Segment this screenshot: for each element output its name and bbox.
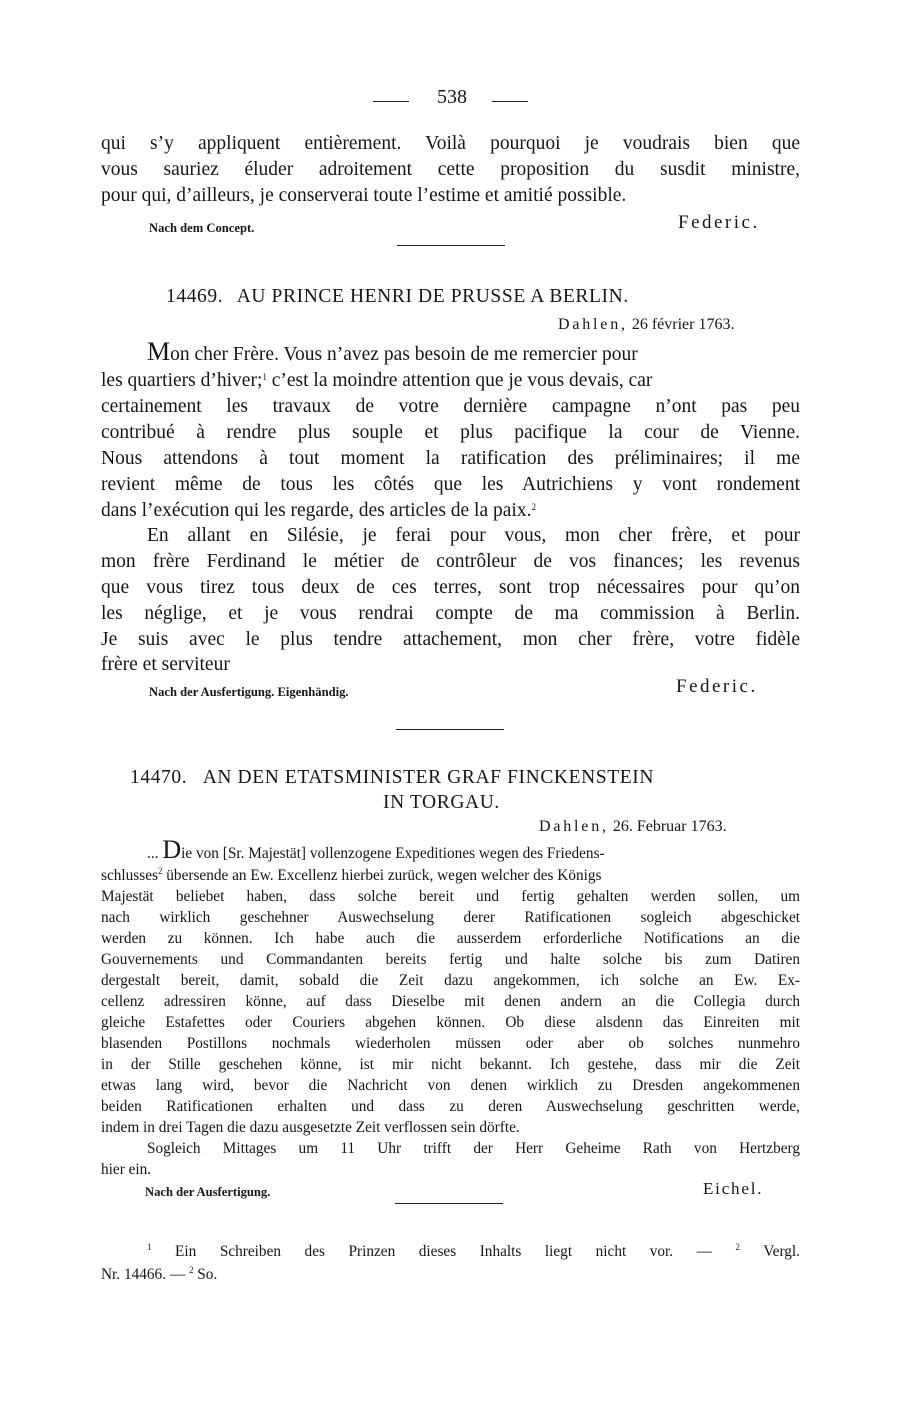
continuation-line-3: pour qui, d’ailleurs, je conserverai toute l’estime et amitié possible. <box>101 185 627 206</box>
letter-date: 26 février 1763. <box>631 316 735 333</box>
initial-letter: M <box>147 337 171 366</box>
body-line: En allant en Silésie, je ferai pour vous, mon cher frère, et pour <box>147 525 800 546</box>
footnote-ref: 2 <box>531 502 536 512</box>
body-line: ... Die von [Sr. Majestät] vollenzogene Expeditiones wegen des Friedens- <box>147 835 605 864</box>
body-line: revient même de tous les côtés que les Autrichiens y vont rondement <box>101 474 800 495</box>
body-line: werden zu können. Ich habe auch die ausserdem erforderliche Notifications an die <box>101 930 800 947</box>
body-line: les quartiers d’hiver;$^1$ c’est la moindre attention que je vous devais, car <box>101 370 653 391</box>
letter-date: 26. Februar 1763. <box>612 818 727 835</box>
body-line: que vous tirez tous deux de ces terres, sont trop nécessaires pour qu’on <box>101 577 800 598</box>
body-line: Gouvernements und Commandanten bereits fertig und halte solche bis zum Datiren <box>101 951 800 968</box>
section-divider <box>396 729 504 730</box>
body-line: nach wirklich geschehner Auswechselung derer Ratificationen sogleich abgeschicket <box>101 909 800 926</box>
body-line: beiden Ratificationen erhalten und dass zu deren Auswechselung geschritten werde, <box>101 1098 800 1115</box>
footnote-marker: 2 <box>735 1242 741 1252</box>
section-divider <box>397 245 505 246</box>
page-number-dash-right <box>492 101 528 102</box>
footnote-ref: 1 <box>262 372 267 382</box>
letter-number: 14469. <box>166 286 224 307</box>
letter-title: AU PRINCE HENRI DE PRUSSE A BERLIN. <box>236 286 629 307</box>
letter-number: 14470. <box>130 767 188 788</box>
footnote-marker: 2 <box>188 1265 194 1275</box>
section-divider <box>395 1203 503 1204</box>
page-number: 538 <box>437 86 467 108</box>
letter-place: Dahlen, <box>539 818 609 835</box>
page-number-dash-left <box>373 101 409 102</box>
body-line: mon frère Ferdinand le métier de contrôleur de vos finances; les revenus <box>101 551 800 572</box>
body-line: Nous attendons à tout moment la ratification des préliminaires; il me <box>101 448 800 469</box>
body-line: certainement les travaux de votre dernière campagne n’ont pas peu <box>101 396 800 417</box>
source-note: Nach der Ausfertigung. <box>145 1185 271 1199</box>
body-line: etwas lang wird, bevor die Nachricht von denen wirklich zu Dresden angekommenen <box>101 1077 800 1094</box>
body-line: dans l’exécution qui les regarde, des articles de la paix.$^2$ <box>101 500 536 521</box>
source-note: Nach dem Concept. <box>149 221 255 235</box>
signature: Federic. <box>678 212 760 233</box>
letter-title: AN DEN ETATSMINISTER GRAF FINCKENSTEIN <box>202 767 655 788</box>
body-line: indem in drei Tagen die dazu ausgesetzte Zeit verflossen sein dörfte. <box>101 1119 520 1136</box>
body-line: frère et serviteur <box>101 654 230 675</box>
body-line: blasenden Postillons nochmals wiederholen müssen oder aber ob solches nunmehro <box>101 1035 800 1052</box>
body-line: schlusses$^2$ übersende an Ew. Excellenz hierbei zurück, wegen welcher des Königs <box>101 866 602 884</box>
signature: Federic. <box>676 676 758 697</box>
letter-heading <box>130 767 654 789</box>
body-line: dergestalt bereit, damit, sobald die Zeit dazu angekommen, ich solche an Ew. Ex- <box>101 972 800 989</box>
footnote-marker: 1 <box>147 1242 152 1252</box>
body-line: gleiche Estafettes oder Couriers abgehen können. Ob diese alsdenn das Einreiten mit <box>101 1014 800 1031</box>
body-line: in der Stille geschehen könne, ist mir nicht bekannt. Ich gestehe, dass mir die Zeit <box>101 1056 800 1073</box>
letter-dateline <box>539 818 727 836</box>
body-line: Sogleich Mittages um 11 Uhr trifft der Herr Geheime Rath von Hertzberg <box>147 1140 800 1157</box>
letter-dateline <box>558 316 734 334</box>
body-line: Mon cher Frère. Vous n’avez pas besoin de me remercier pour <box>147 337 638 366</box>
continuation-line-1: qui s’y appliquent entièrement. Voilà pourquoi je voudrais bien que <box>101 133 800 154</box>
body-line: Majestät beliebet haben, dass solche bereit und fertig gehalten werden sollen, um <box>101 888 800 905</box>
body-line: contribué à rendre plus souple et plus pacifique la cour de Vienne. <box>101 422 800 443</box>
body-line: Je suis avec le plus tendre attachement, mon cher frère, votre fidèle <box>101 629 800 650</box>
source-note: Nach der Ausfertigung. Eigenhändig. <box>149 685 349 699</box>
initial-letter: D <box>162 835 182 864</box>
footnote-ref: 2 <box>157 866 163 876</box>
footnote-line: $^1$ Ein Schreiben des Prinzen dieses Inhalts liegt nicht vor. — $^2$ Vergl. <box>147 1242 801 1260</box>
letter-title-line-2: IN TORGAU. <box>383 792 500 813</box>
body-line: les néglige, et je vous rendrai compte de ma commission à Berlin. <box>101 603 800 624</box>
letter-place: Dahlen, <box>558 316 628 333</box>
continuation-line-2: vous sauriez éluder adroitement cette proposition du susdit ministre, <box>101 159 800 180</box>
body-line: hier ein. <box>101 1161 152 1178</box>
footnote-line: Nr. 14466. — $^2$ So. <box>101 1265 218 1283</box>
letter-heading <box>166 286 629 308</box>
body-line: cellenz adressiren könne, auf dass Dieselbe mit denen andern an die Collegia durch <box>101 993 800 1010</box>
signature: Eichel. <box>703 1179 764 1198</box>
